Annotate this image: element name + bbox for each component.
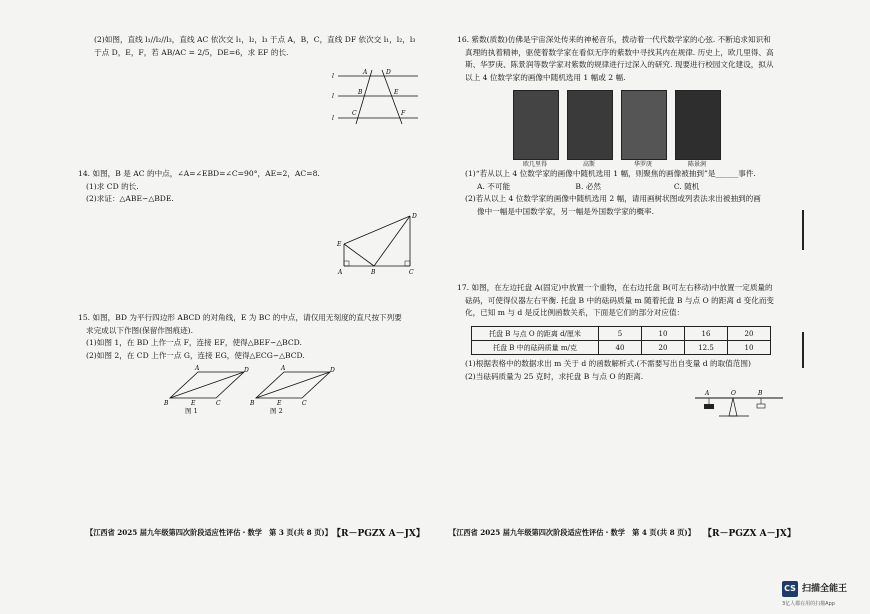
question-15 xyxy=(78,312,402,362)
svg-text:E: E xyxy=(191,400,196,407)
q17-line-3: 化，已知 m 与 d 是反比例函数关系，下面是它们的部分对应值： xyxy=(465,308,685,317)
right-triangles-figure xyxy=(334,208,418,276)
portrait-chen-jingrun xyxy=(675,90,721,160)
right-page-footer: 【江西省 2025 届九年级第四次阶段适应性评估・数学 第 4 页(共 8 页)】 xyxy=(449,528,695,537)
svg-text:l: l xyxy=(332,93,334,100)
q16-line-3: 斯、华罗庚、陈景润等数学家对紫数的规律进行过深入的研究. 现要进行校园文化建设，拟从 xyxy=(465,60,774,69)
left-page-footer: 【江西省 2025 届九年级第四次阶段适应性评估・数学 第 3 页(共 8 页)】 xyxy=(86,528,332,537)
q16-part-1: (1)“若从以上 4 位数学家的画像中随机选用 1 幅，则聚焦的画像被抽到”是______事件. xyxy=(465,169,756,178)
svg-text:D: D xyxy=(330,367,335,374)
table-cell: 5 xyxy=(599,327,642,341)
q17-part-2: (2)当砝码质量为 25 克时，求托盘 B 与点 O 的距离. xyxy=(465,371,644,381)
table-cell: 10 xyxy=(728,341,771,355)
caption-hua-luogeng: 华罗庚 xyxy=(633,161,652,168)
svg-text:E: E xyxy=(394,89,399,96)
svg-text:E: E xyxy=(337,241,342,248)
parallelogram-figure-1 xyxy=(164,364,256,408)
q16-part-2-line-1: (2)若从以上 4 位数学家的画像中随机选用 2 幅，请用画树状图或列表法求出被抽到的画 xyxy=(465,194,761,203)
svg-text:A: A xyxy=(338,269,343,276)
svg-text:A: A xyxy=(195,365,200,372)
svg-text:F: F xyxy=(401,110,406,117)
right-page xyxy=(435,0,870,614)
svg-text:B: B xyxy=(758,390,763,397)
parallelogram-figure-2 xyxy=(250,364,342,408)
q13-line-2: 于点 D，E，F，若 AB/AC = 2/5，DE=6，求 EF 的长. xyxy=(94,47,289,57)
svg-text:l: l xyxy=(332,115,334,122)
q16-line-1: 16. 紫数(质数)仿佛是宇宙深处传来的神秘音乐，拨动着一代代数学家的心弦. 不断追求知识和 xyxy=(457,35,771,44)
svg-text:B: B xyxy=(250,400,255,407)
question-17-parts xyxy=(465,358,751,383)
table-cell: 16 xyxy=(685,327,728,341)
svg-text:C: C xyxy=(409,269,414,276)
table-cell: 20 xyxy=(642,341,685,355)
q15-line-3: (1)如图 1，在 BD 上作一点 F，连接 EF，使得△BEF∽△BCD. xyxy=(86,338,302,347)
portrait-gauss xyxy=(567,90,613,160)
svg-text:B: B xyxy=(358,89,363,96)
question-17 xyxy=(457,282,774,320)
svg-text:A: A xyxy=(705,390,710,397)
svg-text:B: B xyxy=(371,269,376,276)
svg-text:C: C xyxy=(216,400,221,407)
balance-figure xyxy=(689,386,789,420)
table-cell: 10 xyxy=(642,327,685,341)
svg-text:A: A xyxy=(363,69,368,76)
table-header-mass: 托盘 B 中的砝码质量 m/克 xyxy=(472,341,599,355)
scanner-logo-icon: CS xyxy=(782,581,798,597)
svg-text:l: l xyxy=(332,73,334,80)
table-row-distance xyxy=(472,327,771,341)
binding-mark-bottom xyxy=(802,332,804,368)
scanner-brand-name: 扫描全能王 xyxy=(802,584,848,594)
option-c: C. 随机 xyxy=(673,181,700,191)
parallel-lines-figure xyxy=(332,66,422,126)
q16-part-2-line-2: 像中一幅是中国数学家，另一幅是外国数学家的概率. xyxy=(477,206,655,216)
caption-chen-jingrun: 陈景润 xyxy=(687,161,706,168)
figure-2-caption: 图 2 xyxy=(270,407,283,415)
q14-line-2: (1)求 CD 的长. xyxy=(86,181,139,191)
q16-options xyxy=(465,181,761,194)
option-a: A. 不可能 xyxy=(477,181,511,191)
table-cell: 40 xyxy=(599,341,642,355)
scanner-tagline: 3亿人都在用的扫描App xyxy=(782,601,835,607)
right-page-code: 【R－PGZX A－JX】 xyxy=(703,529,796,539)
distance-mass-table xyxy=(471,326,771,355)
question-13-part-2 xyxy=(94,34,415,59)
figure-1-caption: 图 1 xyxy=(185,407,198,415)
caption-euclid: 欧几里得 xyxy=(522,161,547,168)
q15-line-2: 求完成以下作图(保留作图痕迹). xyxy=(86,325,194,335)
q15-line-4: (2)如图 2，在 CD 上作一点 G，连接 EG，使得△ECG∽△BCD. xyxy=(86,350,305,360)
q14-line-3: (2)求证：△ABE∽△BDE. xyxy=(86,194,174,203)
scanner-watermark xyxy=(782,578,864,608)
svg-text:B: B xyxy=(164,400,169,407)
option-b: B. 必然 xyxy=(575,181,602,191)
svg-text:A: A xyxy=(281,365,286,372)
svg-text:D: D xyxy=(244,367,249,374)
q14-line-1: 14. 如图，B 是 AC 的中点，∠A=∠EBD=∠C=90°，AE=2，AC=8. xyxy=(78,169,320,178)
q13-line-1: (2)如图，直线 l₁//l₂//l₃，直线 AC 依次交 l₁，l₂，l₃ 于点 A，B，C，直线 DF 依次交 l₁，l₂，l₃ xyxy=(94,35,416,44)
table-row-mass xyxy=(472,341,771,355)
portrait-euclid xyxy=(513,90,559,160)
question-14 xyxy=(78,168,320,206)
left-page-code: 【R－PGZX A－JX】 xyxy=(332,529,425,539)
svg-text:E: E xyxy=(277,400,282,407)
q17-line-2: 砝码，可使得仪器左右平衡. 托盘 B 中的砝码质量 m 随着托盘 B 与点 O 的距离 d 变化而变 xyxy=(465,295,775,305)
table-cell: 20 xyxy=(728,327,771,341)
svg-text:C: C xyxy=(352,110,357,117)
question-16-parts xyxy=(465,168,761,218)
caption-gauss: 高斯 xyxy=(582,161,595,168)
q16-line-2: 真理的执着精神，驱使着数学家在看似无序的紫数中寻找其内在规律. 历史上，欧几里得、高 xyxy=(465,47,774,57)
svg-text:O: O xyxy=(731,390,736,397)
svg-text:C: C xyxy=(302,400,307,407)
svg-text:D: D xyxy=(386,69,391,76)
portrait-hua-luogeng xyxy=(621,90,667,160)
svg-text:D: D xyxy=(412,213,417,220)
table-cell: 12.5 xyxy=(685,341,728,355)
q17-part-1: (1)根据表格中的数据求出 m 关于 d 的函数解析式.(不需要写出自变量 d 的取值范围) xyxy=(465,359,751,368)
binding-mark-top xyxy=(802,210,804,250)
q16-line-4: 以上 4 位数学家的画像中随机选用 1 幅或 2 幅. xyxy=(465,72,626,82)
q17-line-1: 17. 如图，在左边托盘 A(固定)中放置一个重物，在右边托盘 B(可左右移动)中放置一定质量的 xyxy=(457,283,773,292)
table-header-distance: 托盘 B 与点 O 的距离 d/厘米 xyxy=(472,327,599,341)
question-16 xyxy=(457,34,774,84)
q15-line-1: 15. 如图，BD 为平行四边形 ABCD 的对角线，E 为 BC 的中点，请仅用无刻度的直尺按下列要 xyxy=(78,313,402,322)
